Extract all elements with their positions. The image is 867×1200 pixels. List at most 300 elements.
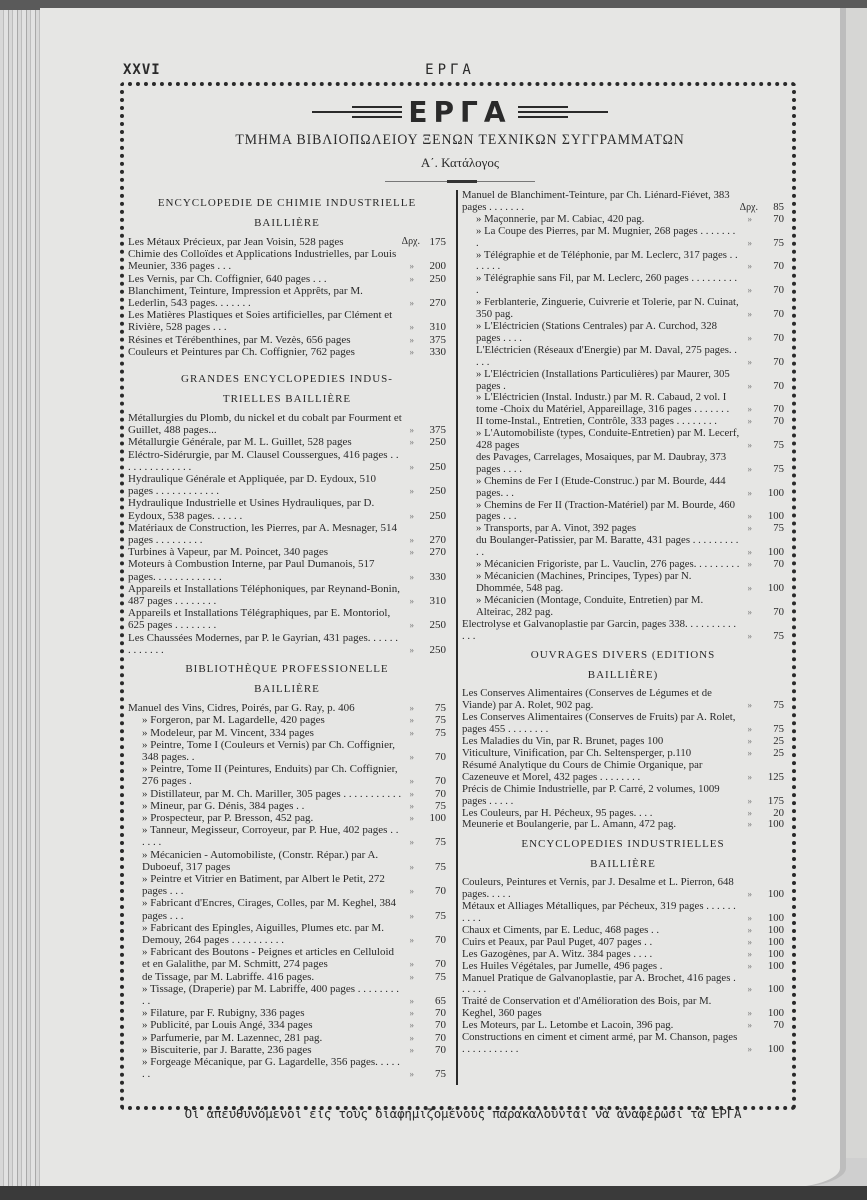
entry-title: Les Gazogènes, par A. Witz. 384 pages . . . . xyxy=(462,947,653,960)
ditto-mark: » xyxy=(747,404,752,415)
entry-price: 270 xyxy=(429,297,446,310)
entry-title: » Fabricant d'Encres, Cirages, Colles, par M. Keghel, 384 pages . . . xyxy=(142,897,397,922)
ditto-mark: » xyxy=(409,535,414,546)
running-title: ΕΡΓΑ xyxy=(425,62,475,78)
ditto-mark: » xyxy=(409,788,414,799)
right-column xyxy=(462,190,784,1056)
entry-title: Chaux et Ciments, par E. Leduc, 468 pages . . xyxy=(462,923,660,936)
entry-title: » Mécanicien (Machines, Principes, Types) par N. Dhommée, 548 pag. xyxy=(476,570,692,594)
entry-price: 375 xyxy=(429,333,446,346)
entry-title: Blanchiment, Teinture, Impression et Apprêts, par M. Lederlin, 543 pages. . . . . . . xyxy=(128,284,363,310)
entry-title: » L'Eléctricien (Instal. Industr.) par M. R. Cabaud, 2 vol. I tome -Choix du Matériel, Appareillage, 316 pages . . . . . . . xyxy=(476,391,730,416)
entry-title: de Tissage, par M. Labriffe. 416 pages. xyxy=(142,970,315,983)
entry-price: 100 xyxy=(429,811,446,824)
entry-price: 70 xyxy=(435,1043,446,1056)
masthead-logo xyxy=(250,95,670,129)
entry-title: Chimie des Colloïdes et Applications Industrielles, par Louis Meunier, 336 pages . . . xyxy=(128,248,397,273)
ornamental-rule xyxy=(385,181,535,182)
section-title: GRANDES ENCYCLOPEDIES INDUS- xyxy=(181,373,393,386)
entry-price: 25 xyxy=(773,746,784,759)
entry-price: 75 xyxy=(435,726,446,739)
ditto-mark: » xyxy=(409,346,414,357)
section-publisher: BAILLIÈRE xyxy=(590,858,656,871)
catalog-entry xyxy=(128,739,446,763)
entry-price: 200 xyxy=(429,260,446,273)
entry-title: » Mineur, par G. Dénis, 384 pages . . xyxy=(142,799,305,812)
entry-price: 100 xyxy=(767,1043,784,1055)
entry-price: 70 xyxy=(773,284,784,297)
entry-title: » La Coupe des Pierres, par M. Mugnier, 268 pages . . . . . . . . xyxy=(476,224,736,249)
entry-title: Les Conserves Alimentaires (Conserves de Légumes et de Viande) par A. Rolet, 902 pag. xyxy=(462,687,712,712)
catalog-entry xyxy=(128,873,446,897)
ditto-mark: » xyxy=(747,332,752,343)
entry-price: 250 xyxy=(429,460,446,473)
catalog-entry xyxy=(462,996,784,1020)
entry-title: » Modeleur, par M. Vincent, 334 pages xyxy=(142,726,314,739)
section-publisher: BAILLIÈRE xyxy=(254,217,320,229)
ditto-mark: » xyxy=(409,861,414,872)
entry-title: » Parfumerie, par M. Lazennec, 281 pag. xyxy=(142,1031,323,1044)
catalog-entry xyxy=(128,412,446,436)
ditto-mark: » xyxy=(409,547,414,558)
entry-price: 70 xyxy=(773,605,784,618)
catalog-entry xyxy=(128,897,446,921)
entry-title: Couleurs et Peintures par Ch. Coffignier, 762 pages xyxy=(128,345,355,358)
ditto-mark: » xyxy=(747,960,752,971)
entry-price: 330 xyxy=(429,345,446,358)
entry-price: 70 xyxy=(773,403,784,416)
entry-price: 70 xyxy=(435,885,446,898)
entry-price: 250 xyxy=(429,619,446,632)
catalog-entry xyxy=(462,214,784,226)
ditto-mark: » xyxy=(747,582,752,593)
catalog-entry xyxy=(128,1032,446,1044)
entry-price: 270 xyxy=(429,546,446,559)
entry-title: » L'Eléctricien (Stations Centrales) par A. Curchod, 328 pages . . . . xyxy=(476,319,718,344)
entry-title: Les Moteurs, par L. Letombe et Lacoin, 396 pag. xyxy=(462,1019,674,1032)
entry-title: Manuel des Vins, Cidres, Poirés, par G. Ray, p. 406 xyxy=(128,702,355,715)
entry-title: » Fabricant des Boutons - Peignes et articles en Celluloid et en Galalithe, par M. Schmitt, 274 pages xyxy=(142,946,395,971)
page-number: XXVI xyxy=(123,62,161,78)
ditto-mark: » xyxy=(409,273,414,284)
entry-title: Résines et Térébenthines, par M. Vezès, 656 pages xyxy=(128,333,351,346)
entry-title: » Distillateur, par M. Ch. Mariller, 305 pages . . . . . . . . . . . xyxy=(142,787,402,800)
entry-price: 75 xyxy=(773,629,784,642)
catalog-entry xyxy=(462,760,784,784)
currency-label: Δρχ. xyxy=(739,201,758,213)
entry-price: 85 xyxy=(773,200,784,213)
entry-title: Couleurs, Peintures et Vernis, par J. Desalme et L. Pierron, 648 pages. . . . . xyxy=(462,876,734,901)
entry-title: Turbines à Vapeur, par M. Poincet, 340 pages xyxy=(128,546,328,559)
entry-price: 75 xyxy=(773,439,784,452)
entry-title: Les Huiles Végétales, par Jumelle, 496 pages . xyxy=(462,959,663,972)
entry-price: 70 xyxy=(773,355,784,368)
entry-title: Métallurgies du Plomb, du nickel et du cobalt par Fourment et Guillet, 488 pages... xyxy=(128,412,402,437)
column-divider xyxy=(456,190,458,1085)
catalog-entry xyxy=(128,436,446,448)
entry-title: » Télégraphie et de Téléphonie, par M. Leclerc, 317 pages . . . . . . . xyxy=(476,248,738,273)
ditto-mark: » xyxy=(747,380,752,391)
entry-price: 75 xyxy=(773,462,784,475)
section-heading xyxy=(128,196,446,230)
entry-price: 70 xyxy=(435,750,446,763)
entry-title: Cuirs et Peaux, par Paul Puget, 407 pages . . xyxy=(462,935,653,948)
entry-price: 75 xyxy=(773,522,784,535)
ditto-mark: » xyxy=(747,1008,752,1019)
ditto-mark: » xyxy=(409,571,414,582)
entry-title: Métallurgie Générale, par M. L. Guillet, 528 pages xyxy=(128,436,352,449)
ditto-mark: » xyxy=(409,644,414,655)
entry-title: Les Chaussées Modernes, par P. le Gayrian, 431 pages. . . . . . . . . . . . . xyxy=(128,631,399,656)
entry-price: 250 xyxy=(429,643,446,656)
entry-price: 70 xyxy=(773,212,784,225)
entry-price: 100 xyxy=(767,912,784,925)
catalog-entry xyxy=(128,607,446,631)
catalog-entry xyxy=(462,901,784,925)
catalog-entry xyxy=(462,937,784,949)
ditto-mark: » xyxy=(747,747,752,758)
ditto-mark: » xyxy=(747,487,752,498)
entry-title: » Tanneur, Megisseur, Corroyeur, par P. Hue, 402 pages . . . . . . xyxy=(142,824,399,849)
entry-title: Métaux et Alliages Métalliques, par Pécheux, 319 pages . . . . . . . . . . xyxy=(462,900,736,925)
section-title: OUVRAGES DIVERS (EDITIONS xyxy=(530,649,716,662)
catalog-entry xyxy=(462,190,784,214)
ditto-mark: » xyxy=(747,511,752,522)
entry-price: 70 xyxy=(773,558,784,571)
entry-title: » Mécanicien (Montage, Conduite, Entretien) par M. Alteirac, 282 pag. xyxy=(476,593,704,618)
section-title: BIBLIOTHÈQUE PROFESSIONELLE xyxy=(185,663,389,676)
entry-price: 330 xyxy=(429,570,446,583)
catalog-entry xyxy=(128,285,446,309)
entry-price: 250 xyxy=(429,272,446,285)
ditto-mark: » xyxy=(409,1032,414,1043)
ditto-mark: » xyxy=(409,812,414,823)
entry-title: Les Vernis, par Ch. Coffignier, 640 pages . . . xyxy=(128,272,327,285)
entry-price: 75 xyxy=(435,836,446,849)
ditto-mark: » xyxy=(409,1020,414,1031)
catalog-entry xyxy=(128,273,446,285)
entry-title: » Peintre, Tome I (Couleurs et Vernis) par Ch. Coffignier, 348 pages. . xyxy=(142,738,395,763)
catalog-entry xyxy=(462,535,784,559)
entry-price: 75 xyxy=(773,236,784,249)
ditto-mark: » xyxy=(409,715,414,726)
ditto-mark: » xyxy=(409,837,414,848)
ditto-mark: » xyxy=(747,936,752,947)
entry-title: Résumé Analytique du Cours de Chimie Organique, par Cazeneuve et Morel, 432 pages . . . . . . . . xyxy=(462,758,703,783)
entry-title: Appareils et Installations Télégraphiques, par E. Montoriol, 625 pages . . . . . . . . xyxy=(128,607,391,632)
ditto-mark: » xyxy=(409,461,414,472)
section-publisher: BAILLIÈRE xyxy=(254,683,320,696)
catalog-entry xyxy=(462,688,784,712)
entry-title: Matériaux de Construction, les Pierres, par A. Mesnager, 514 pages . . . . . . . . . xyxy=(128,521,397,547)
entry-title: » Fabricant des Epingles, Aiguilles, Plumes etc. par M. Demouy, 264 pages . . . . . . . . . . xyxy=(142,921,384,946)
ditto-mark: » xyxy=(747,547,752,558)
ditto-mark: » xyxy=(409,322,414,333)
entry-price: 100 xyxy=(767,947,784,960)
catalog-entry xyxy=(128,702,446,714)
masthead-subtitle: ΤΜΗΜΑ ΒΙΒΛΙΟΠΩΛΕΙΟΥ ΞΕΝΩΝ ΤΕΧΝΙΚΩΝ ΣΥΓΓΡΑΜΜΑΤΩΝ xyxy=(235,132,685,148)
ditto-mark: » xyxy=(747,724,752,735)
catalog-entry xyxy=(128,922,446,946)
entry-price: 270 xyxy=(429,534,446,547)
entry-title: » L'Eléctricien (Installations Particulières) par Maurer, 305 pages . xyxy=(476,367,730,392)
catalog-entry xyxy=(128,727,446,739)
catalog-entry xyxy=(128,763,446,787)
ditto-mark: » xyxy=(409,1044,414,1055)
ditto-mark: » xyxy=(747,213,752,224)
entry-title: II tome-Instal., Entretien, Contrôle, 333 pages . . . . . . . . xyxy=(476,415,717,428)
catalog-entry xyxy=(128,714,446,726)
entry-price: 375 xyxy=(429,424,446,437)
ditto-mark: » xyxy=(747,924,752,935)
entry-title: » Forgeage Mécanique, par G. Lagardelle, 356 pages. . . . . . . xyxy=(142,1055,400,1081)
logo-text: ΕΡΓΑ xyxy=(408,95,512,129)
catalog-entry xyxy=(128,558,446,582)
entry-title: » Prospecteur, par P. Bresson, 452 pag. xyxy=(142,811,314,824)
entry-title: » L'Automobiliste (types, Conduite-Entretien) par M. Lecerf, 428 pages xyxy=(476,427,740,452)
entry-price: 75 xyxy=(435,860,446,873)
ditto-mark: » xyxy=(747,440,752,451)
catalog-entry xyxy=(128,334,446,346)
catalog-entry xyxy=(462,973,784,997)
ditto-mark: » xyxy=(409,800,414,811)
catalog-entry xyxy=(128,309,446,333)
entry-price: 75 xyxy=(435,970,446,983)
ditto-mark: » xyxy=(409,261,414,272)
entry-title: » Mécanicien - Automobiliste, (Constr. Répar.) par A. Duboeuf, 317 pages xyxy=(142,848,379,873)
entry-price: 100 xyxy=(767,983,784,996)
catalog-entry xyxy=(128,824,446,848)
entry-price: 75 xyxy=(435,714,446,727)
catalog-entry xyxy=(128,812,446,824)
logo-lines-left-icon xyxy=(312,104,402,120)
entry-price: 100 xyxy=(767,1007,784,1020)
catalog-entry xyxy=(462,250,784,274)
entry-price: 70 xyxy=(435,787,446,800)
catalog-entry xyxy=(128,1019,446,1031)
ditto-mark: » xyxy=(747,463,752,474)
catalog-entry xyxy=(462,819,784,831)
entry-price: 70 xyxy=(435,933,446,946)
ditto-mark: » xyxy=(409,620,414,631)
ditto-mark: » xyxy=(409,934,414,945)
ditto-mark: » xyxy=(409,437,414,448)
entry-title: Les Maladies du Vin, par R. Brunet, pages 100 xyxy=(462,735,664,748)
entry-price: 75 xyxy=(435,909,446,922)
entry-price: 100 xyxy=(767,959,784,972)
ditto-mark: » xyxy=(409,1069,414,1080)
ditto-mark: » xyxy=(409,910,414,921)
entry-title: Viticulture, Vinification, par Ch. Seltensperger, p.110 xyxy=(462,746,692,759)
catalog-entry xyxy=(128,1056,446,1080)
ditto-mark: » xyxy=(747,606,752,617)
entry-title: L'Eléctricien (Réseaux d'Energie) par M. Daval, 275 pages. . . . . xyxy=(476,343,737,368)
catalog-entry xyxy=(462,273,784,297)
entry-title: Constructions en ciment et ciment armé, par M. Chanson, pages . . . . . . . . . . . xyxy=(462,1031,738,1055)
ditto-mark: » xyxy=(747,630,752,641)
catalog-entry xyxy=(462,949,784,961)
catalog-entry xyxy=(462,571,784,595)
catalog-entry xyxy=(462,595,784,619)
ditto-mark: » xyxy=(409,886,414,897)
catalog-entry xyxy=(128,522,446,546)
entry-price: 70 xyxy=(773,1019,784,1032)
section-heading xyxy=(462,648,784,682)
entry-price: 70 xyxy=(435,958,446,971)
entry-title: » Forgeron, par M. Lagardelle, 420 pages xyxy=(142,714,325,727)
entry-price: 75 xyxy=(435,1068,446,1081)
entry-price: 70 xyxy=(435,775,446,788)
entry-price: 250 xyxy=(429,509,446,522)
catalog-entry xyxy=(462,500,784,524)
ditto-mark: » xyxy=(747,984,752,995)
next-page-edge xyxy=(842,8,867,1158)
entry-price: 20 xyxy=(773,806,784,819)
entry-price: 70 xyxy=(773,415,784,428)
logo-lines-right-icon xyxy=(518,104,608,120)
ditto-mark: » xyxy=(747,309,752,320)
entry-title: du Boulanger-Patissier, par M. Baratte, 431 pages . . . . . . . . . . . xyxy=(476,534,739,559)
entry-title: Eléctro-Sidérurgie, par M. Clausel Coussergues, 416 pages . . . . . . . . . . . . . . xyxy=(128,448,399,473)
entry-price: 100 xyxy=(767,818,784,831)
entry-price: 100 xyxy=(767,581,784,594)
section-heading xyxy=(462,837,784,871)
entry-price: 175 xyxy=(429,236,446,248)
entry-price: 250 xyxy=(429,485,446,498)
ditto-mark: » xyxy=(747,736,752,747)
entry-price: 310 xyxy=(429,321,446,334)
ditto-mark: » xyxy=(747,356,752,367)
catalog-entry xyxy=(462,619,784,643)
catalog-entry xyxy=(128,248,446,272)
catalog-label: Α΄. Κατάλογος xyxy=(420,155,500,170)
entry-title: » Chemins de Fer II (Traction-Matériel) par M. Bourde, 460 pages . . . xyxy=(476,498,736,523)
ditto-mark: » xyxy=(747,416,752,427)
entry-price: 75 xyxy=(435,702,446,715)
section-heading xyxy=(128,662,446,696)
entry-title: » Biscuiterie, par J. Baratte, 236 pages xyxy=(142,1043,312,1056)
entry-title: Traité de Conservation et d'Amélioration des Bois, par M. Keghel, 360 pages xyxy=(462,995,712,1020)
catalog-entry xyxy=(462,712,784,736)
currency-label: Δρχ. xyxy=(401,236,420,247)
entry-title: Les Matières Plastiques et Soies artificielles, par Clément et Rivière, 528 pages . . . xyxy=(128,309,393,334)
entry-title: Les Métaux Précieux, par Jean Voisin, 528 pages xyxy=(128,236,344,248)
ditto-mark: » xyxy=(747,807,752,818)
entry-title: » Chemins de Fer I (Etude-Construc.) par M. Bourde, 444 pages. . . xyxy=(476,474,726,499)
catalog-entry xyxy=(128,1044,446,1056)
ditto-mark: » xyxy=(409,510,414,521)
entry-title: Electrolyse et Galvanoplastie par Garcin, pages 338. . . . . . . . . . . . . xyxy=(462,617,737,642)
entry-price: 100 xyxy=(767,486,784,499)
entry-title: » Ferblanterie, Zinguerie, Cuivrerie et Tolerie, par N. Cuinat, 350 pag. xyxy=(476,296,739,321)
footer-notice: Οἱ ἀπευθυνόμενοι εἰς τοὺς διαφημιζομένους παρακαλοῦνται νὰ ἀναφέρωσι τὰ ΕΡΓΑ xyxy=(184,1106,742,1121)
catalog-entry xyxy=(462,297,784,321)
entry-price: 100 xyxy=(767,510,784,523)
catalog-entry xyxy=(128,788,446,800)
entry-price: 70 xyxy=(435,1007,446,1020)
catalog-entry xyxy=(128,236,446,248)
entry-title: des Pavages, Carrelages, Mosaiques, par M. Daubray, 373 pages . . . . xyxy=(476,450,727,475)
entry-title: » Tissage, (Draperie) par M. Labriffe, 400 pages . . . . . . . . . . xyxy=(142,982,400,1007)
catalog-entry xyxy=(128,473,446,497)
entry-price: 70 xyxy=(435,1019,446,1032)
ditto-mark: » xyxy=(747,559,752,570)
entry-title: » Mécanicien Frigoriste, par L. Vauclin, 276 pages. . . . . . . . . xyxy=(476,558,740,571)
entry-price: 70 xyxy=(435,1031,446,1044)
ditto-mark: » xyxy=(409,298,414,309)
catalog-entry xyxy=(462,784,784,808)
catalog-entry xyxy=(462,345,784,369)
entry-price: 125 xyxy=(767,770,784,783)
entry-price: 75 xyxy=(435,799,446,812)
catalog-entry xyxy=(128,971,446,983)
ditto-mark: » xyxy=(747,948,752,959)
ditto-mark: » xyxy=(747,237,752,248)
ditto-mark: » xyxy=(747,261,752,272)
entry-title: » Maçonnerie, par M. Cabiac, 420 pag. xyxy=(476,212,645,225)
left-column xyxy=(128,190,446,1080)
catalog-entry xyxy=(128,983,446,1007)
catalog-entry xyxy=(462,877,784,901)
entry-title: » Filature, par F. Rubigny, 336 pages xyxy=(142,1007,305,1020)
entry-price: 310 xyxy=(429,595,446,608)
ditto-mark: » xyxy=(409,486,414,497)
catalog-entry xyxy=(462,226,784,250)
catalog-entry xyxy=(462,392,784,416)
entry-price: 25 xyxy=(773,735,784,748)
entry-title: Les Conserves Alimentaires (Conserves de Fruits) par A. Rolet, pages 455 . . . . . . . . xyxy=(462,711,736,736)
ditto-mark: » xyxy=(747,1020,752,1031)
catalog-entry xyxy=(128,1007,446,1019)
scan-bottom-edge xyxy=(0,1186,867,1200)
entry-title: » Peintre et Vitrier en Batiment, par Albert le Petit, 272 pages . . . xyxy=(142,872,385,898)
entry-price: 70 xyxy=(773,331,784,344)
catalog-entry xyxy=(128,800,446,812)
section-heading xyxy=(128,372,446,406)
entry-price: 100 xyxy=(767,935,784,948)
section-publisher: BAILLIÈRE) xyxy=(587,669,659,682)
ditto-mark: » xyxy=(409,776,414,787)
ditto-mark: » xyxy=(747,889,752,900)
catalog-entry xyxy=(462,428,784,452)
entry-price: 70 xyxy=(773,379,784,392)
entry-title: Hydraulique Industrielle et Usines Hydrauliques, par D. Eydoux, 538 pages. . . . . . xyxy=(128,497,375,522)
entry-title: » Transports, par A. Vinot, 392 pages xyxy=(476,522,637,535)
ditto-mark: » xyxy=(409,703,414,714)
entry-title: Précis de Chimie Industrielle, par P. Carré, 2 volumes, 1009 pages . . . . . xyxy=(462,782,720,807)
section-title: ENCYCLOPEDIES INDUSTRIELLES xyxy=(521,838,725,851)
entry-title: Moteurs à Combustion Interne, par Paul Dumanois, 517 pages. . . . . . . . . . . . . xyxy=(128,558,375,583)
ditto-mark: » xyxy=(409,596,414,607)
catalog-entry xyxy=(128,449,446,473)
catalog-entry xyxy=(128,583,446,607)
ditto-mark: » xyxy=(747,795,752,806)
ditto-mark: » xyxy=(409,959,414,970)
catalog-entry xyxy=(128,946,446,970)
ditto-mark: » xyxy=(409,971,414,982)
ditto-mark: » xyxy=(409,995,414,1006)
catalog-entry xyxy=(128,849,446,873)
catalog-entry xyxy=(128,497,446,521)
ditto-mark: » xyxy=(409,751,414,762)
ditto-mark: » xyxy=(747,819,752,830)
catalog-entry xyxy=(462,321,784,345)
ditto-mark: » xyxy=(747,771,752,782)
entry-title: Hydraulique Générale et Appliquée, par D. Eydoux, 510 pages . . . . . . . . . . . . xyxy=(128,473,377,498)
entry-price: 70 xyxy=(773,308,784,321)
catalog-entry xyxy=(128,346,446,358)
catalog-entry xyxy=(128,546,446,558)
